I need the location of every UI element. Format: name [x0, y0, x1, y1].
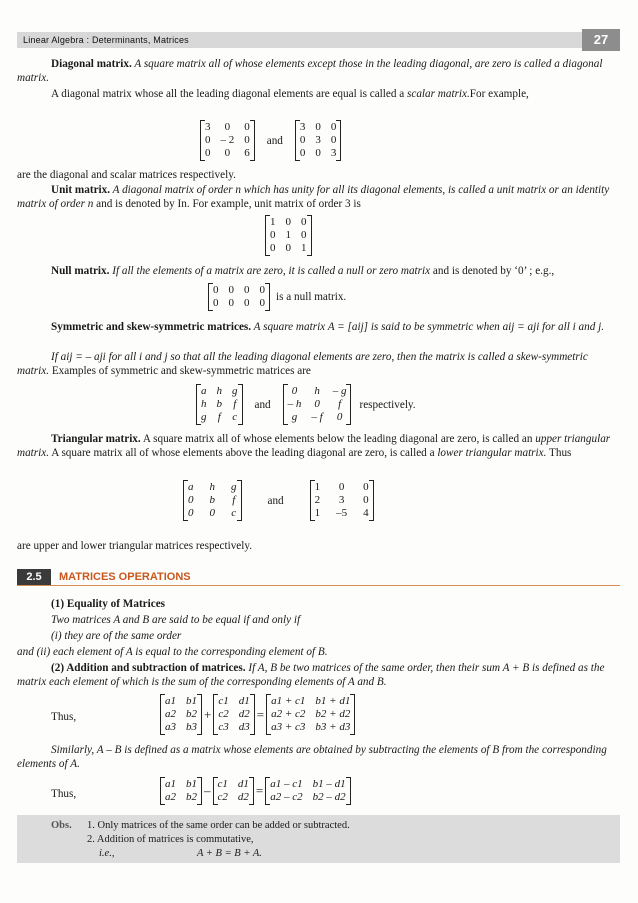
matrix-cell: 0 [188, 507, 194, 519]
matrix-cell: 1 [270, 216, 276, 228]
diagonal-scalar-example [200, 120, 341, 161]
matrix-cell: 0 [244, 134, 250, 146]
matrix-sum [266, 694, 355, 735]
matrix-cell: h [216, 385, 222, 397]
and-label: and [267, 494, 284, 507]
thus-label-2: Thus, [51, 788, 77, 800]
matrix-cell: c1 [217, 778, 228, 790]
matrix-cell: 0 [224, 121, 231, 133]
matrix-cell: – h [287, 398, 302, 410]
matrix-cell: a2 [165, 708, 176, 720]
matrix-cell: c3 [218, 721, 229, 733]
matrix-cell: 0 [270, 229, 276, 241]
matrix-cell: b3 [186, 721, 197, 733]
matrix-cell: 0 [188, 494, 194, 506]
equality-line-1: Two matrices A and B are said to be equal if and only if [51, 614, 301, 626]
lower-triangular-term: lower triangular matrix. [437, 447, 547, 459]
matrix-cell: 1 [285, 229, 291, 241]
thus-label-1: Thus, [51, 711, 77, 723]
matrix-cell: f [233, 398, 237, 410]
matrix-cell: 6 [244, 147, 250, 159]
lower-triangular-matrix [310, 480, 374, 521]
matrix-cell: 0 [228, 284, 234, 296]
matrix-cell: c2 [217, 791, 228, 803]
null-matrix-definition: If all the elements of a matrix are zero, it is called a null or zero matrix [109, 265, 431, 277]
matrix-cell: 3 [330, 147, 337, 159]
matrix-cell: d3 [238, 721, 250, 733]
matrix-cell: g [232, 385, 238, 397]
subtraction-paragraph: Similarly, A – B is defined as a matrix whose elements are obtained by subtracting the elements of B from the corresponding elements of A. [17, 744, 607, 770]
matrix-cell: b1 + d1 [315, 695, 351, 707]
matrix-cell: b2 + d2 [315, 708, 351, 720]
matrix-cell: a2 + c2 [271, 708, 306, 720]
scalar-matrix-paragraph [17, 87, 620, 101]
matrix-cell: 0 [315, 121, 321, 133]
obs-ie: i.e., [99, 848, 115, 859]
matrix-cell: b1 – d1 [312, 778, 346, 790]
matrix-cell: c [232, 411, 238, 423]
matrix-cell: d1 [237, 778, 249, 790]
section-number: 2.5 [17, 569, 51, 585]
and-label: and [254, 398, 271, 411]
matrix-cell: 3 [338, 494, 345, 506]
upper-triangular-matrix [183, 480, 242, 521]
matrix-cell: h [201, 398, 207, 410]
after-diagonal-text: are the diagonal and scalar matrices respectively. [17, 169, 236, 181]
matrix-cell: 0 [209, 507, 215, 519]
matrix-cell: 0 [336, 411, 343, 423]
matrix-cell: c [231, 507, 237, 519]
matrix-cell: a [201, 385, 207, 397]
equals-sign: = [255, 783, 264, 798]
matrix-cell: 1 [314, 507, 321, 519]
respectively-label: respectively. [359, 398, 416, 411]
skew-paragraph [17, 350, 620, 378]
matrix-cell: b2 [186, 708, 197, 720]
running-header [17, 32, 620, 48]
matrix-cell: 0 [314, 398, 320, 410]
matrix-cell: d1 [238, 695, 250, 707]
obs-item-2: 2. Addition of matrices is commutative, [87, 834, 254, 845]
matrix-cell: 0 [244, 297, 250, 309]
matrix-cell: 0 [330, 134, 337, 146]
matrix-c-3x2 [213, 694, 254, 735]
triangular-mid: A square matrix all of whose elements above the leading diagonal are zero, is called a [49, 447, 438, 459]
matrix-cell: a1 [165, 778, 176, 790]
triangular-text: A square matrix all of whose elements below the leading diagonal are zero, is called an [140, 433, 536, 445]
matrix-cell: 3 [205, 121, 211, 133]
matrix-cell: a [188, 481, 194, 493]
matrix-cell: –5 [336, 507, 348, 519]
matrix-cell: 3 [299, 121, 306, 133]
matrix-cell: 0 [301, 216, 307, 228]
unit-matrix-post: and is denoted by In. For example, unit matrix of order 3 is [93, 198, 361, 210]
scalar-term: scalar matrix. [407, 88, 470, 100]
null-matrix-paragraph [17, 264, 620, 278]
matrix-c-2x2 [213, 777, 254, 805]
matrix-cell: 0 [244, 121, 250, 133]
null-matrix [208, 283, 270, 311]
after-triangular-text: are upper and lower triangular matrices respectively. [17, 540, 253, 552]
matrix-cell: 0 [338, 481, 345, 493]
section-heading [17, 567, 620, 586]
skew-post: Examples of symmetric and skew-symmetric matrices are [49, 365, 311, 377]
matrix-cell: 4 [363, 507, 369, 519]
matrix-cell: a1 – c1 [270, 778, 303, 790]
equality-heading: (1) Equality of Matrices [51, 598, 166, 610]
matrix-cell: – f [311, 411, 323, 423]
matrix-cell: b2 – d2 [312, 791, 346, 803]
matrix-cell: h [314, 385, 320, 397]
matrix-cell: 1 [314, 481, 321, 493]
matrix-cell: g [231, 481, 237, 493]
matrix-cell: f [232, 494, 236, 506]
diagonal-matrix-definition: A square matrix all of whose elements except those in the leading diagonal, are zero is called a diagonal matrix. [17, 58, 603, 84]
unit-matrix [265, 215, 312, 256]
addition-example [160, 694, 355, 735]
symmetric-heading: Symmetric and skew-symmetric matrices. [51, 321, 252, 333]
matrix-cell: 0 [299, 147, 306, 159]
matrix-cell: c1 [218, 695, 229, 707]
matrix-cell: d2 [237, 791, 249, 803]
scalar-matrix [295, 120, 342, 161]
equals-sign: = [256, 706, 265, 722]
matrix-cell: 0 [205, 134, 211, 146]
matrix-cell: 1 [301, 242, 307, 254]
matrix-difference [265, 777, 350, 805]
equality-line-2: (i) they are of the same order [51, 630, 182, 642]
matrix-cell: 0 [285, 242, 291, 254]
matrix-cell: 2 [314, 494, 321, 506]
symmetric-matrix [196, 384, 243, 425]
scalar-post: For example, [469, 88, 529, 100]
equality-line-3: and (ii) each element of A is equal to the corresponding element of B. [17, 646, 328, 658]
unit-matrix-heading: Unit matrix. [51, 184, 111, 196]
matrix-cell: g [291, 411, 298, 423]
matrix-cell: 0 [259, 284, 265, 296]
null-matrix-post: and is denoted by ‘0’ ; e.g., [430, 265, 555, 277]
header-title: Linear Algebra : Determinants, Matrices [23, 35, 189, 45]
matrix-cell: b3 + d3 [315, 721, 351, 733]
matrix-cell: 0 [213, 284, 219, 296]
matrix-cell: – g [332, 385, 347, 397]
matrix-a-3x2 [160, 694, 202, 735]
obs-item-1: 1. Only matrices of the same order can be added or subtracted. [87, 820, 350, 831]
obs-equation: A + B = B + A. [197, 848, 262, 859]
triangular-heading: Triangular matrix. [51, 433, 141, 445]
matrix-cell: 0 [363, 494, 369, 506]
matrix-cell: 0 [259, 297, 265, 309]
matrix-cell: 0 [301, 229, 307, 241]
triangular-paragraph [17, 432, 620, 460]
minus-sign: – [204, 783, 211, 798]
matrix-cell: 0 [285, 216, 291, 228]
matrix-cell: b2 [186, 791, 197, 803]
null-matrix-example [208, 283, 358, 311]
matrix-cell: 0 [213, 297, 219, 309]
matrix-cell: 0 [299, 134, 306, 146]
addition-paragraph [17, 661, 620, 689]
diagonal-matrix-heading: Diagonal matrix. [51, 58, 132, 70]
matrix-cell: 0 [228, 297, 234, 309]
matrix-cell: a3 + c3 [271, 721, 306, 733]
matrix-cell: b [216, 398, 222, 410]
subtraction-example [160, 777, 351, 805]
matrix-a-2x2 [160, 777, 202, 805]
section-title: MATRICES OPERATIONS [59, 571, 191, 583]
matrix-cell: 0 [363, 481, 369, 493]
matrix-cell: 0 [205, 147, 211, 159]
null-matrix-tail: is a null matrix. [276, 291, 347, 303]
diagonal-matrix-paragraph [17, 57, 620, 85]
scalar-text: A diagonal matrix whose all the leading diagonal elements are equal is called a [51, 88, 408, 100]
matrix-cell: c2 [218, 708, 229, 720]
matrix-cell: 0 [315, 147, 321, 159]
unit-matrix-paragraph [17, 183, 620, 211]
matrix-cell: a2 [165, 791, 176, 803]
triangular-example [183, 480, 374, 521]
matrix-cell: 0 [244, 284, 250, 296]
diagonal-matrix [200, 120, 255, 161]
matrix-cell: b1 [186, 695, 197, 707]
symmetric-paragraph [17, 320, 620, 334]
matrix-cell: b [209, 494, 215, 506]
matrix-cell: f [217, 411, 221, 423]
addition-definition: If A, B be two matrices of the same order, then their sum A + B is defined as the matrix each element of which is the sum of the corresponding elements of A and B. [17, 662, 605, 688]
matrix-cell: d2 [238, 708, 250, 720]
matrix-cell: b1 [186, 778, 197, 790]
and-label: and [266, 134, 283, 147]
page-number: 27 [582, 29, 620, 51]
triangular-post: Thus [546, 447, 572, 459]
unit-matrix-example [265, 215, 312, 256]
symmetric-example [196, 384, 428, 425]
matrix-cell: a1 [165, 695, 176, 707]
matrix-cell: 0 [291, 385, 298, 397]
matrix-cell: 3 [315, 134, 321, 146]
matrix-cell: – 2 [220, 134, 235, 146]
matrix-cell: 0 [270, 242, 276, 254]
addition-heading: (2) Addition and subtraction of matrices. [51, 662, 246, 674]
upper-triangular-term: upper triangular matrix. [17, 433, 611, 459]
matrix-cell: a1 + c1 [271, 695, 306, 707]
skew-definition: If aij = – aji for all i and j so that all the leading diagonal elements are zero, then the matrix is called a skew-symmetric matrix. [17, 351, 588, 377]
observation-box [17, 815, 620, 863]
matrix-cell: h [209, 481, 215, 493]
plus-sign: + [204, 706, 212, 722]
matrix-cell: 0 [224, 147, 231, 159]
null-matrix-heading: Null matrix. [51, 265, 110, 277]
skew-symmetric-matrix [283, 384, 352, 425]
obs-label: Obs. [51, 820, 72, 831]
unit-matrix-definition: A diagonal matrix of order n which has unity for all its diagonal elements, is called a unit matrix or an identity matrix of order n [17, 184, 610, 210]
matrix-cell: a2 – c2 [270, 791, 303, 803]
matrix-cell: g [201, 411, 207, 423]
matrix-cell: 0 [330, 121, 337, 133]
symmetric-definition: A square matrix A = [aij] is said to be symmetric when aij = aji for all i and j. [251, 321, 604, 333]
matrix-cell: f [338, 398, 342, 410]
matrix-cell: a3 [165, 721, 176, 733]
